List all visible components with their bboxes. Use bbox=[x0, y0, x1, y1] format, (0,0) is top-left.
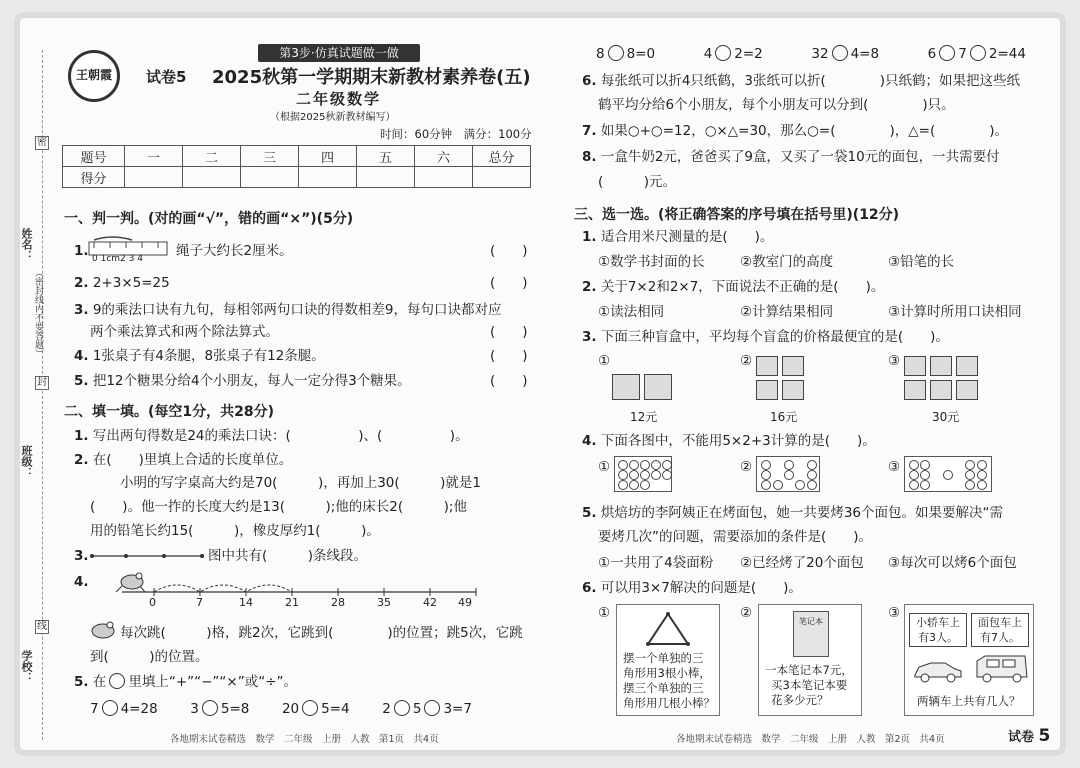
q-number: 2. bbox=[582, 279, 597, 295]
card1-text bbox=[623, 651, 715, 711]
q-text: 在( )里填上合适的长度单位。 bbox=[92, 452, 293, 468]
expr-num: 5=4 bbox=[321, 701, 350, 717]
s3-q2-opt3[interactable]: ③计算时所用口诀相同 bbox=[888, 304, 1022, 320]
section3-title: 三、选一选。(将正确答案的序号填在括号里)(12分) bbox=[574, 207, 900, 223]
option-marker[interactable]: ② bbox=[740, 459, 753, 475]
option-marker[interactable]: ③ bbox=[888, 353, 901, 369]
bubble-line: 有7人。 bbox=[980, 631, 1020, 644]
s2-q2-line-b[interactable]: 小明的写字桌高大约是70( )，再加上30( )就是1 bbox=[120, 475, 482, 491]
q-text: 在 bbox=[92, 674, 107, 690]
s3-q5-opt3[interactable]: ③每次可以烤6个面包 bbox=[888, 555, 1017, 571]
s2-q3-number bbox=[74, 547, 89, 565]
q-number: 5. bbox=[74, 373, 89, 389]
s2-q3-text[interactable]: 图中共有( )条线段。 bbox=[208, 548, 368, 564]
operator-blank[interactable] bbox=[939, 45, 955, 61]
operator-blank[interactable] bbox=[832, 45, 848, 61]
s1-q1 bbox=[74, 242, 89, 260]
q-number: 5. bbox=[582, 505, 597, 521]
publisher-logo: 王朝霞 bbox=[68, 50, 120, 102]
r-q6[interactable] bbox=[582, 72, 1020, 90]
q-number: 2. bbox=[74, 452, 89, 468]
ruler-labels: 0 1cm2 3 4 bbox=[92, 254, 143, 264]
seal-line bbox=[42, 50, 43, 740]
s3-q5 bbox=[582, 504, 1003, 522]
s1-q5 bbox=[74, 372, 411, 390]
s2-q5-exprs bbox=[90, 700, 472, 718]
time-score: 时间：60分钟 满分：100分 bbox=[380, 127, 532, 141]
s3-q5-line2[interactable]: 要烤几次”的问题，需要添加的条件是( )。 bbox=[598, 529, 873, 545]
box-icon bbox=[904, 380, 926, 400]
q-number: 5. bbox=[74, 674, 89, 690]
box-icon bbox=[956, 380, 978, 400]
score-cell[interactable] bbox=[299, 167, 357, 188]
option-marker[interactable]: ① bbox=[598, 459, 611, 475]
tick-label: 14 bbox=[239, 596, 253, 609]
paper-badge bbox=[1008, 726, 1050, 746]
seal-mark-3: 线 bbox=[37, 621, 47, 632]
s1-q3-line2: 两个乘法算式和两个除法算式。 bbox=[90, 324, 279, 340]
badge-label: 试卷 bbox=[1008, 730, 1035, 745]
dot-grid-1 bbox=[614, 456, 672, 492]
triangle-icon bbox=[645, 611, 691, 647]
s3-q1[interactable] bbox=[582, 228, 773, 246]
s1-q3 bbox=[74, 301, 502, 319]
operator-blank[interactable] bbox=[202, 700, 218, 716]
s2-q2 bbox=[74, 451, 292, 469]
expr-num: 3 bbox=[190, 701, 199, 717]
score-table bbox=[62, 145, 531, 188]
s1-q1-text: 绳子大约长2厘米。 bbox=[176, 243, 293, 259]
s3-q2-opt2[interactable]: ②计算结果相同 bbox=[740, 304, 834, 320]
number-line-labels bbox=[112, 596, 482, 610]
tick-label: 28 bbox=[331, 596, 345, 609]
q-text: 写出两句得数是24的乘法口诀：( )、( )。 bbox=[92, 428, 469, 444]
s3-q2-opt1[interactable]: ①读法相同 bbox=[598, 304, 665, 320]
s1-q4 bbox=[74, 347, 325, 365]
score-cell[interactable] bbox=[357, 167, 415, 188]
q-number: 6. bbox=[582, 580, 597, 596]
q-text: 烘焙坊的李阿姨正在烤面包，她一共要烤36个面包。如果要解决“需 bbox=[600, 505, 1003, 521]
card-line: 买3本笔记本要 bbox=[771, 678, 848, 692]
cell: 三 bbox=[241, 146, 299, 167]
page-title: 2025秋第一学期期末新教材素养卷(五) bbox=[212, 67, 531, 88]
paper-number: 试卷5 bbox=[146, 68, 187, 86]
s2-q2-line-c[interactable]: ( )。他一拃的长度大约是13( );他的床长2( );他 bbox=[90, 499, 467, 515]
score-cell[interactable] bbox=[125, 167, 183, 188]
s2-q2-line-d[interactable]: 用的铅笔长约15( )，橡皮厚约1( )。 bbox=[90, 523, 380, 539]
q-number: 8. bbox=[582, 149, 597, 165]
expr-num: 4=8 bbox=[850, 46, 880, 62]
class-label: 班级： bbox=[20, 445, 33, 478]
option-marker[interactable]: ① bbox=[598, 353, 611, 369]
expr-num: 2=44 bbox=[988, 46, 1026, 62]
step-tag: 第3步·仿真试题做一做 bbox=[258, 44, 420, 62]
expr-num: 4=28 bbox=[120, 701, 158, 717]
grade-subject: 二年级数学 bbox=[296, 90, 382, 108]
seal-note: （密封线内不要答题） bbox=[33, 268, 43, 358]
option-card-3 bbox=[904, 604, 1034, 716]
option-card-2 bbox=[758, 604, 862, 716]
q-text: 2+3×5=25 bbox=[92, 275, 170, 291]
card-line: 花多少元？ bbox=[771, 693, 829, 707]
operator-blank[interactable] bbox=[608, 45, 624, 61]
s3-q5-opt2[interactable]: ②已经烤了20个面包 bbox=[740, 555, 864, 571]
box-icon bbox=[644, 374, 672, 400]
option-card-1 bbox=[616, 604, 720, 716]
box-icon bbox=[782, 356, 804, 376]
price-1: 12元 bbox=[630, 410, 658, 424]
card-line: 摆三个单独的三 bbox=[623, 681, 704, 695]
box-icon bbox=[930, 356, 952, 376]
card-line: 角形用几根小棒？ bbox=[623, 696, 715, 710]
option-marker[interactable]: ② bbox=[740, 605, 753, 621]
tick-label: 0 bbox=[149, 596, 156, 609]
dot-grid-2 bbox=[756, 456, 820, 492]
operator-blank[interactable] bbox=[970, 45, 986, 61]
q-text: 关于7×2和2×7，下面说法不正确的是( )。 bbox=[600, 279, 885, 295]
expr-num: 5=8 bbox=[220, 701, 250, 717]
s3-q1-opt2[interactable]: ②教室门的高度 bbox=[740, 254, 834, 270]
expr-num: 3=7 bbox=[443, 701, 472, 717]
name-label: 姓名： bbox=[20, 228, 33, 261]
card-line: 角形用3根小棒， bbox=[623, 666, 711, 680]
card3-question: 两辆车上共有几人？ bbox=[917, 694, 1021, 708]
bubble-line: 小轿车上 bbox=[916, 616, 960, 629]
edition-note: （根据2025秋新教材编写） bbox=[270, 112, 396, 123]
cell: 二 bbox=[183, 146, 241, 167]
q-number: 4. bbox=[74, 348, 89, 364]
price-3: 30元 bbox=[932, 410, 960, 424]
s2-q4-line-b[interactable]: 到( )的位置。 bbox=[90, 649, 209, 665]
segment-figure bbox=[88, 549, 206, 563]
operator-blank[interactable] bbox=[394, 700, 410, 716]
cell: 题号 bbox=[63, 146, 125, 167]
q-number: 4. bbox=[74, 574, 89, 590]
s3-q6[interactable] bbox=[582, 579, 802, 597]
s2-q1[interactable] bbox=[74, 427, 469, 445]
expr-num: 7 bbox=[90, 701, 99, 717]
q-number: 6. bbox=[582, 73, 597, 89]
q-text: 9的乘法口诀有九句，每相邻两句口诀的得数相差9，每句口诀都对应 bbox=[92, 302, 502, 318]
box-icon bbox=[956, 356, 978, 376]
badge-number: 5 bbox=[1038, 726, 1051, 746]
expr-num: 5 bbox=[412, 701, 422, 717]
frog-icon bbox=[88, 618, 118, 642]
section2-title: 二、填一填。(每空1分，共28分) bbox=[64, 404, 275, 420]
van-icon bbox=[973, 653, 1031, 683]
card-line: 一本笔记本7元， bbox=[765, 663, 853, 677]
q-number: 3. bbox=[582, 329, 597, 345]
tick-label: 21 bbox=[285, 596, 299, 609]
operator-blank[interactable] bbox=[102, 700, 118, 716]
s3-q4[interactable] bbox=[582, 432, 876, 450]
footer-right: 各地期末试卷精选 数学 二年级 上册 人教 第2页 共4页 bbox=[676, 734, 945, 745]
expr-num: 7 bbox=[958, 46, 967, 62]
expr-num: 2=2 bbox=[734, 46, 763, 62]
s2-q5 bbox=[74, 673, 297, 691]
expr-num: 8=0 bbox=[626, 46, 656, 62]
tick-label: 42 bbox=[423, 596, 437, 609]
footer-left: 各地期末试卷精选 数学 二年级 上册 人教 第1页 共4页 bbox=[170, 734, 439, 745]
q-text: 适合用米尺测量的是( )。 bbox=[600, 229, 774, 245]
expr-num: 20 bbox=[281, 701, 300, 717]
q-number: 1. bbox=[582, 229, 597, 245]
tick-label: 49 bbox=[458, 596, 472, 609]
score-cell[interactable] bbox=[241, 167, 299, 188]
s3-q3[interactable] bbox=[582, 328, 949, 346]
cell: 总分 bbox=[473, 146, 531, 167]
expr-num: 8 bbox=[596, 46, 605, 62]
score-header-row bbox=[63, 146, 531, 167]
q-text: 如果○+○=12，○×△=30，那么○=( )，△=( )。 bbox=[600, 123, 1009, 139]
speech-bubble-2 bbox=[971, 613, 1029, 647]
q-text: 下面三种盲盒中，平均每个盲盒的价格最便宜的是( )。 bbox=[600, 329, 949, 345]
card2-text bbox=[765, 663, 853, 708]
s3-q1-opt3[interactable]: ③铅笔的长 bbox=[888, 254, 955, 270]
q-number: 1. bbox=[74, 428, 89, 444]
expr-num: 4 bbox=[703, 46, 713, 62]
bubble-line: 面包车上 bbox=[978, 616, 1022, 629]
score-cell[interactable] bbox=[183, 167, 241, 188]
q-text: 每张纸可以折4只纸鹤，3张纸可以折( )只纸鹤；如果把这些纸 bbox=[600, 73, 1021, 89]
operator-blank[interactable] bbox=[302, 700, 318, 716]
box-icon bbox=[756, 380, 778, 400]
box-icon bbox=[904, 356, 926, 376]
q-text: 1张桌子有4条腿，8张桌子有12条腿。 bbox=[92, 348, 325, 364]
seal-mark-2: 封 bbox=[37, 377, 47, 388]
option-marker[interactable]: ③ bbox=[888, 605, 901, 621]
q-text: 可以用3×7解决的问题是( )。 bbox=[600, 580, 802, 596]
score-cell[interactable] bbox=[415, 167, 473, 188]
operator-blank[interactable] bbox=[715, 45, 731, 61]
q-number: 3. bbox=[74, 302, 89, 318]
q-number: 1. bbox=[74, 243, 89, 259]
expr-num: 6 bbox=[927, 46, 937, 62]
answer-bracket[interactable]: ( ) bbox=[490, 275, 528, 291]
cell: 五 bbox=[357, 146, 415, 167]
q-text: 把12个糖果分给4个小朋友，每人一定分得3个糖果。 bbox=[92, 373, 411, 389]
bubble-line: 有3人。 bbox=[918, 631, 958, 644]
frog-icon bbox=[116, 573, 145, 592]
cell: 六 bbox=[415, 146, 473, 167]
cell: 四 bbox=[299, 146, 357, 167]
answer-bracket[interactable]: ( ) bbox=[490, 373, 528, 389]
operator-blank[interactable] bbox=[424, 700, 440, 716]
cell: 得分 bbox=[63, 167, 125, 188]
box-icon bbox=[930, 380, 952, 400]
q-text: 下面各图中，不能用5×2+3计算的是( )。 bbox=[600, 433, 876, 449]
s2-q4-line-a[interactable]: 每次跳( )格，跳2次，它跳到( )的位置；跳5次，它跳 bbox=[120, 625, 523, 641]
r-q7[interactable] bbox=[582, 122, 1008, 140]
expr-num: 32 bbox=[811, 46, 829, 62]
section1-title: 一、判一判。(对的画“√”，错的画“×”)(5分) bbox=[64, 211, 354, 227]
score-cell[interactable] bbox=[473, 167, 531, 188]
cell: 一 bbox=[125, 146, 183, 167]
s1-q2 bbox=[74, 274, 170, 292]
option-marker[interactable]: ① bbox=[598, 605, 611, 621]
q-number: 4. bbox=[582, 433, 597, 449]
answer-bracket[interactable]: ( ) bbox=[490, 243, 528, 259]
seal-mark-1: 密 bbox=[37, 137, 47, 148]
option-marker[interactable]: ③ bbox=[888, 459, 901, 475]
answer-bracket[interactable]: ( ) bbox=[490, 324, 528, 340]
speech-bubble-1 bbox=[909, 613, 967, 647]
box-icon bbox=[612, 374, 640, 400]
q-number: 7. bbox=[582, 123, 597, 139]
s3-q5-opt1[interactable]: ①一共用了4袋面粉 bbox=[598, 555, 714, 571]
tick-label: 7 bbox=[196, 596, 203, 609]
r-exprs bbox=[596, 45, 1026, 63]
q-text: 一盒牛奶2元，爸爸买了9盒，又买了一袋10元的面包，一共需要付 bbox=[600, 149, 1000, 165]
notebook-icon: 笔记本 bbox=[793, 611, 829, 657]
car-icon bbox=[911, 657, 965, 683]
box-icon bbox=[782, 380, 804, 400]
s3-q2[interactable] bbox=[582, 278, 884, 296]
s3-q1-opt1[interactable]: ①数学书封面的长 bbox=[598, 254, 705, 270]
score-value-row bbox=[63, 167, 531, 188]
s2-q4-number bbox=[74, 573, 89, 591]
price-2: 16元 bbox=[770, 410, 798, 424]
q-number: 2. bbox=[74, 275, 89, 291]
blank-circle bbox=[109, 673, 125, 689]
r-q8-line2[interactable]: ( )元。 bbox=[598, 174, 677, 190]
school-label: 学校： bbox=[20, 650, 33, 683]
expr-num: 2 bbox=[382, 701, 391, 717]
option-marker[interactable]: ② bbox=[740, 353, 753, 369]
tick-label: 35 bbox=[377, 596, 391, 609]
dot-grid-3 bbox=[904, 456, 992, 492]
r-q8 bbox=[582, 148, 1000, 166]
answer-bracket[interactable]: ( ) bbox=[490, 348, 528, 364]
q-number: 3. bbox=[74, 548, 89, 564]
q-text: 里填上“+”“−”“×”或“÷”。 bbox=[128, 674, 298, 690]
box-icon bbox=[756, 356, 778, 376]
r-q6-line2[interactable]: 鹤平均分给6个小朋友，每个小朋友可以分到( )只。 bbox=[598, 97, 955, 113]
card-line: 摆一个单独的三 bbox=[623, 651, 704, 665]
